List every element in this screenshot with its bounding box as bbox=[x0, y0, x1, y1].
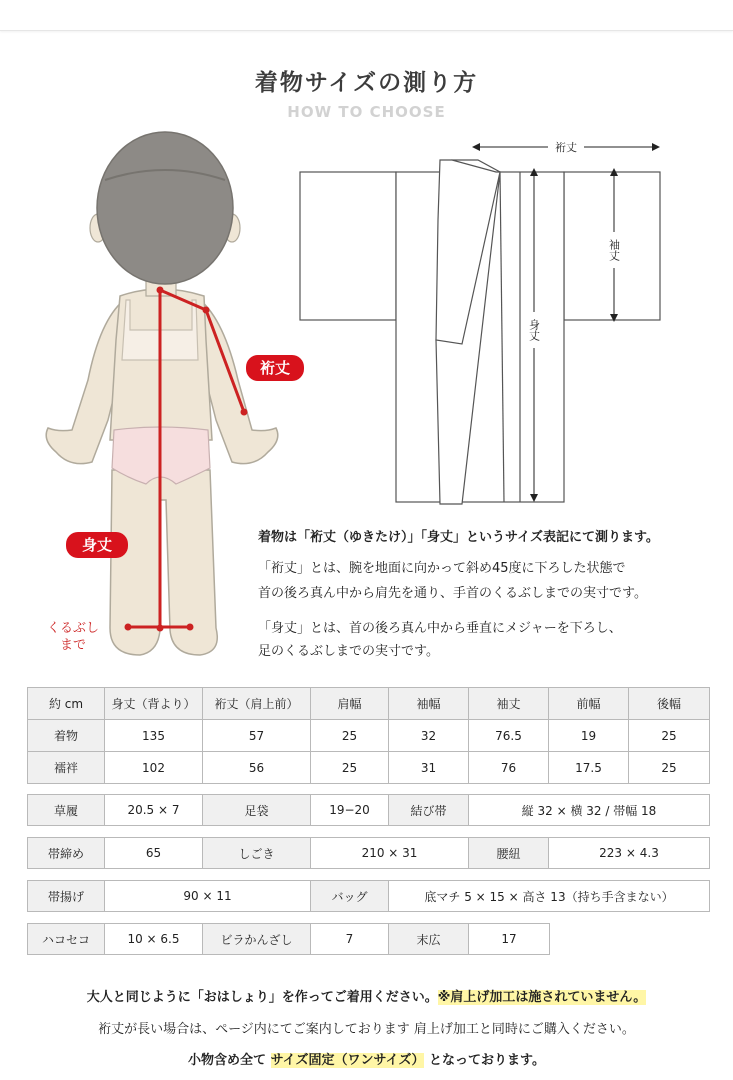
ankle-label-line1: くるぶし bbox=[46, 621, 99, 636]
table-cell: 25 bbox=[311, 720, 389, 752]
header-cell: 前幅 bbox=[549, 688, 629, 720]
accessory-table-3 bbox=[27, 880, 710, 912]
item-value: 10 × 6.5 bbox=[105, 924, 203, 955]
table-cell: 32 bbox=[389, 720, 469, 752]
kimono-diagram bbox=[300, 143, 660, 504]
item-value: 17 bbox=[469, 924, 550, 955]
table-row bbox=[28, 752, 710, 784]
description-intro: 着物は「裄丈（ゆきたけ）」「身丈」というサイズ表記にて測ります。 bbox=[258, 530, 659, 545]
item-label: バッグ bbox=[311, 881, 389, 912]
table-cell: 102 bbox=[105, 752, 203, 784]
item-value: 90 × 11 bbox=[105, 881, 311, 912]
table-cell: 135 bbox=[105, 720, 203, 752]
row-label: 襦袢 bbox=[28, 752, 105, 784]
header-cell: 袖丈 bbox=[469, 688, 549, 720]
item-label: 草履 bbox=[28, 795, 105, 826]
table-cell: 25 bbox=[311, 752, 389, 784]
ankle-label bbox=[40, 620, 106, 654]
description-yukitake-2: 首の後ろ真ん中から肩先を通り、手首のくるぶしまでの実寸です。 bbox=[258, 586, 647, 601]
yukitake-badge: 裄丈 bbox=[246, 355, 304, 381]
item-label: ビラかんざし bbox=[203, 924, 311, 955]
item-label: しごき bbox=[203, 838, 311, 869]
header-cell: 肩幅 bbox=[311, 688, 389, 720]
table-row bbox=[28, 838, 710, 869]
footer-note-1a: 大人と同じように「おはしょり」を作ってご着用ください。 bbox=[86, 990, 438, 1005]
accessory-table-4 bbox=[27, 923, 550, 955]
accessory-table-1 bbox=[27, 794, 710, 826]
footer-note-1 bbox=[0, 986, 733, 1005]
footer-note-2: 裄丈が長い場合は、ページ内にてご案内しております 肩上げ加工と同時にご購入ください。 bbox=[98, 1022, 635, 1037]
diagram-label-mitake: 身丈 bbox=[527, 319, 541, 341]
child-figure bbox=[46, 132, 278, 655]
mitake-badge: 身丈 bbox=[66, 532, 128, 558]
item-value: 65 bbox=[105, 838, 203, 869]
table-row bbox=[28, 720, 710, 752]
header-cell: 裄丈（肩上前） bbox=[203, 688, 311, 720]
table-cell: 25 bbox=[629, 720, 710, 752]
item-label: 帯揚げ bbox=[28, 881, 105, 912]
item-value: 底マチ 5 × 15 × 高さ 13（持ち手含まない） bbox=[389, 881, 710, 912]
table-row bbox=[28, 924, 550, 955]
header-cell: 身丈（背より） bbox=[105, 688, 203, 720]
table-cell: 76.5 bbox=[469, 720, 549, 752]
item-label: 足袋 bbox=[203, 795, 311, 826]
header-cell: 後幅 bbox=[629, 688, 710, 720]
table-cell: 57 bbox=[203, 720, 311, 752]
description-mitake-2: 足のくるぶしまでの実寸です。 bbox=[258, 644, 439, 659]
item-value: 19−20 bbox=[311, 795, 389, 826]
table-cell: 19 bbox=[549, 720, 629, 752]
footer-note-3c: となっております。 bbox=[429, 1053, 545, 1068]
header-cell: 袖幅 bbox=[389, 688, 469, 720]
accessory-table-2 bbox=[27, 837, 710, 869]
item-value: 223 × 4.3 bbox=[549, 838, 710, 869]
item-value: 7 bbox=[311, 924, 389, 955]
item-value: 210 × 31 bbox=[311, 838, 469, 869]
table-row bbox=[28, 881, 710, 912]
row-label: 着物 bbox=[28, 720, 105, 752]
size-table-header bbox=[28, 688, 710, 720]
table-cell: 76 bbox=[469, 752, 549, 784]
size-table bbox=[27, 687, 710, 784]
page-subtitle: HOW TO CHOOSE bbox=[287, 103, 446, 121]
item-label: 末広 bbox=[389, 924, 469, 955]
header-cell: 約 cm bbox=[28, 688, 105, 720]
item-label: 腰紐 bbox=[469, 838, 549, 869]
footer-note-3 bbox=[0, 1049, 733, 1068]
page-title: 着物サイズの測り方 bbox=[254, 70, 479, 96]
item-value: 縦 32 × 横 32 / 帯幅 18 bbox=[469, 795, 710, 826]
description-yukitake-1: 「裄丈」とは、腕を地面に向かって斜め45度に下ろした状態で bbox=[258, 561, 626, 576]
ankle-label-line2: まで bbox=[59, 638, 86, 653]
footer-note-1b: ※肩上げ加工は施されていません。 bbox=[437, 990, 647, 1005]
table-cell: 17.5 bbox=[549, 752, 629, 784]
diagram-label-sodetake: 袖丈 bbox=[607, 239, 621, 261]
item-label: ハコセコ bbox=[28, 924, 105, 955]
item-label: 帯締め bbox=[28, 838, 105, 869]
footer-note-3b: サイズ固定（ワンサイズ） bbox=[270, 1053, 425, 1068]
footer-note-3a: 小物含め全て bbox=[188, 1053, 267, 1068]
table-cell: 56 bbox=[203, 752, 311, 784]
description-mitake-1: 「身丈」とは、首の後ろ真ん中から垂直にメジャーを下ろし、 bbox=[258, 621, 622, 636]
diagram-label-yukitake: 裄丈 bbox=[555, 141, 577, 154]
table-row bbox=[28, 795, 710, 826]
item-value: 20.5 × 7 bbox=[105, 795, 203, 826]
table-cell: 31 bbox=[389, 752, 469, 784]
table-cell: 25 bbox=[629, 752, 710, 784]
item-label: 結び帯 bbox=[389, 795, 469, 826]
